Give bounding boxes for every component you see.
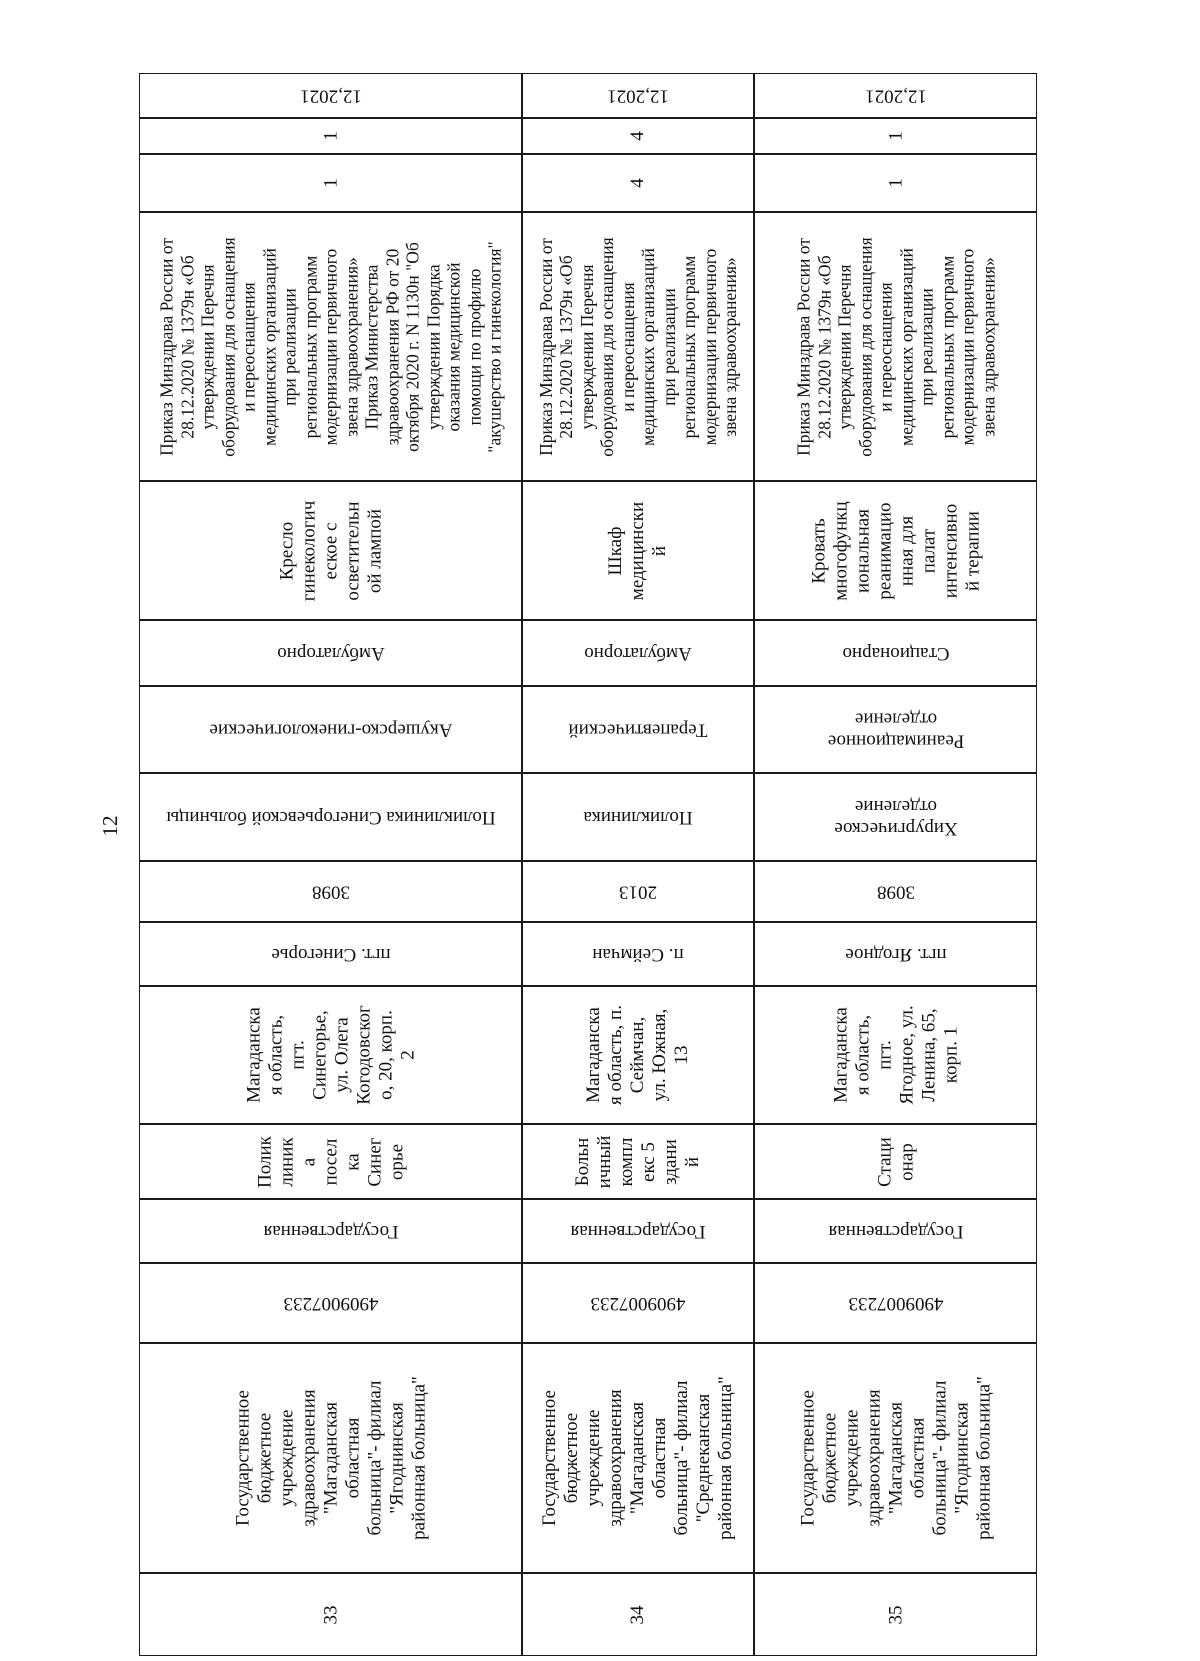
date-cell: 12,2021 <box>139 73 522 118</box>
facility-cell: Полик линик а посел ка Синег орье <box>139 1124 522 1199</box>
legal-basis-cell: Приказ Минздрава России от 28.12.2020 № 1379н «Об утверждении Перечня оборудования для оснащения и переоснащения медицинских организаций при реализации региональных программ модернизации первичного звена здравоохранения» Приказ Министерства здравоохранения РФ от 20 октября 2020 г. N 1130н "Об утверждении Порядка оказания медицинской помощи по профилю "акушерство и гинекология" <box>139 212 522 481</box>
quantity-cell: 4 <box>522 154 754 212</box>
equipment-cell: Кровать многофункц иональная реанимацио нная для палат интенсивно й терапии <box>754 481 1037 620</box>
division-cell: Поликлиника Синегорьевской больницы <box>139 773 522 861</box>
profile-cell: Акушерско-гинекологические <box>139 686 522 773</box>
facility-cell: Больн ичный компл екс 5 здани й <box>522 1124 754 1199</box>
facility-cell: Стаци онар <box>754 1124 1037 1199</box>
code-cell: 3098 <box>754 861 1037 922</box>
division-cell: Поликлиника <box>522 773 754 861</box>
locality-cell: пгт. Ягодное <box>754 922 1037 986</box>
ownership-cell: Государственная <box>754 1199 1037 1263</box>
quantity-cell: 1 <box>754 118 1037 154</box>
ownership-cell: Государственная <box>139 1199 522 1263</box>
row-number-cell: 35 <box>754 1573 1037 1656</box>
profile-cell: Реанимационное отделение <box>754 686 1037 773</box>
inn-cell: 4909007233 <box>522 1263 754 1343</box>
code-cell: 2013 <box>522 861 754 922</box>
legal-basis-cell: Приказ Минздрава России от 28.12.2020 № 1379н «Об утверждении Перечня оборудования для оснащения и переоснащения медицинских организаций при реализации региональных программ модернизации первичного звена здравоохранения» <box>754 212 1037 481</box>
organization-cell: Государственное бюджетное учреждение здравоохранения "Магаданская областная больница"- филиал "Среднеканская районная больница" <box>522 1343 754 1573</box>
organization-cell: Государственное бюджетное учреждение здравоохранения "Магаданская областная больница"- филиал "Ягоднинская районная больница" <box>139 1343 522 1573</box>
date-cell: 12,2021 <box>522 73 754 118</box>
ownership-cell: Государственная <box>522 1199 754 1263</box>
row-number-cell: 34 <box>522 1573 754 1656</box>
quantity-cell: 1 <box>754 154 1037 212</box>
quantity-cell: 4 <box>522 118 754 154</box>
address-cell: Магаданска я область, пгт. Синегорье, ул. Олега Когодовског о, 20, корп. 2 <box>139 986 522 1124</box>
table-row <box>139 73 1037 1656</box>
locality-cell: п. Сеймчан <box>522 922 754 986</box>
code-cell: 3098 <box>139 861 522 922</box>
organization-cell: Государственное бюджетное учреждение здравоохранения "Магаданская областная больница"- филиал "Ягоднинская районная больница" <box>754 1343 1037 1573</box>
address-cell: Магаданска я область, п. Сеймчан, ул. Южная, 13 <box>522 986 754 1124</box>
date-cell: 12,2021 <box>754 73 1037 118</box>
legal-basis-cell: Приказ Минздрава России от 28.12.2020 № 1379н «Об утверждении Перечня оборудования для оснащения и переоснащения медицинских организаций при реализации региональных программ модернизации первичного звена здравоохранения» <box>522 212 754 481</box>
care-type-cell: Амбулаторно <box>522 620 754 686</box>
equipment-cell: Шкаф медицински й <box>522 481 754 620</box>
locality-cell: пгт. Синегорье <box>139 922 522 986</box>
care-type-cell: Амбулаторно <box>139 620 522 686</box>
inn-cell: 4909007233 <box>754 1263 1037 1343</box>
equipment-table <box>139 73 1037 1656</box>
inn-cell: 4909007233 <box>139 1263 522 1343</box>
equipment-cell: Кресло гинекологич еское с осветительн ой лампой <box>139 481 522 620</box>
division-cell: Хирургическое отделение <box>754 773 1037 861</box>
profile-cell: Терапевтический <box>522 686 754 773</box>
address-cell: Магаданска я область, пгт. Ягодное, ул. Ленина, 65, корп. 1 <box>754 986 1037 1124</box>
quantity-cell: 1 <box>139 154 522 212</box>
row-number-cell: 33 <box>139 1573 522 1656</box>
page-number: 12 <box>98 815 122 837</box>
quantity-cell: 1 <box>139 118 522 154</box>
care-type-cell: Стационарно <box>754 620 1037 686</box>
